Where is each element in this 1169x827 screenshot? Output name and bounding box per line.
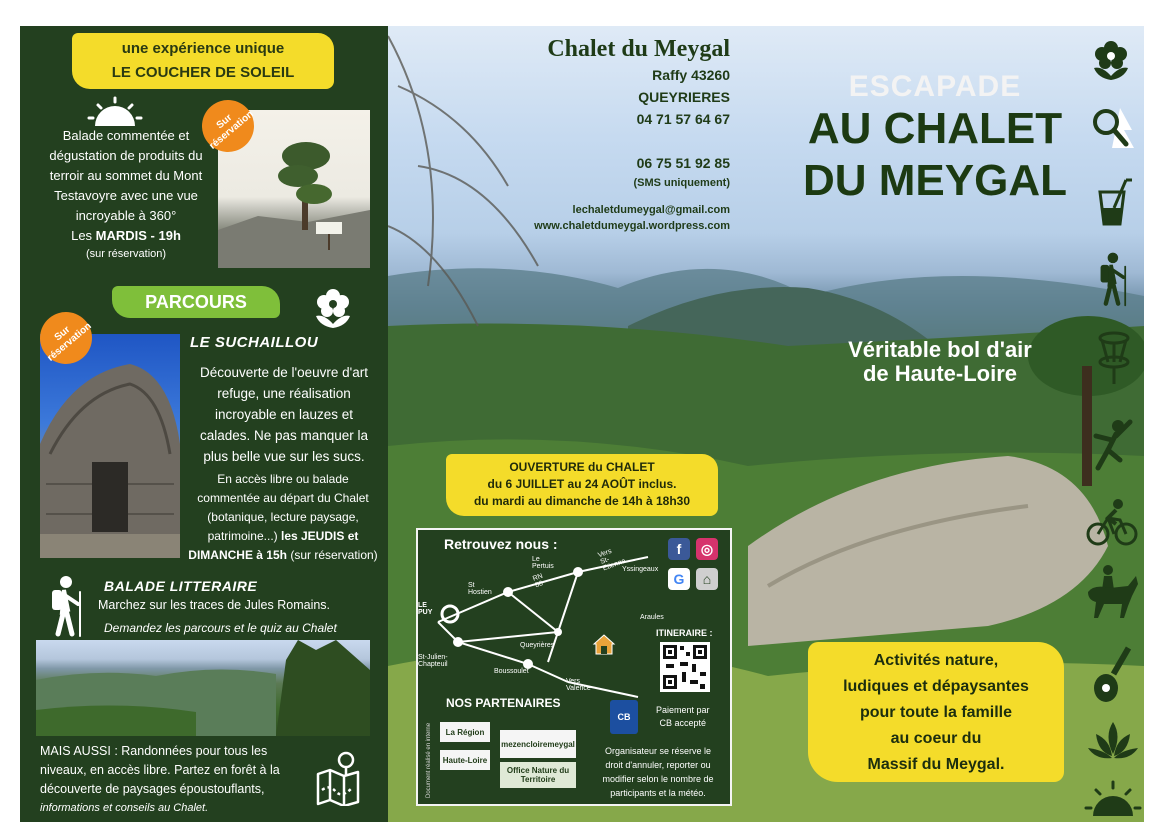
sunset-time: Les MARDIS - 19h [71, 228, 181, 243]
sunset-desc-line: dégustation de produits du [49, 148, 203, 163]
payment-line: CB accepté [659, 718, 707, 728]
opening-line1: OUVERTURE du CHALET [509, 460, 655, 474]
sunset-description [30, 126, 222, 262]
aussi-line: informations et conseils au Chalet. [40, 802, 209, 814]
place-label: RN 88 [531, 572, 545, 590]
main-title [790, 70, 1080, 208]
suchaillou-access [180, 470, 386, 565]
disclaimer [588, 744, 728, 800]
partner-hauteloire-logo: Haute-Loire [440, 750, 490, 770]
place-label: Le Pertuis [532, 556, 554, 570]
suchaillou-description [184, 362, 384, 467]
sunset-time-note: (sur réservation) [85, 248, 167, 260]
side-note: Document réalisé en interne [426, 722, 432, 798]
sunset-reservation-badge: Sur réservation [191, 89, 264, 162]
balade-line2: Demandez les parcours et le quiz au Chalet [104, 621, 337, 635]
guitar-icon [1090, 644, 1134, 704]
contact-website[interactable]: www.chaletdumeygal.wordpress.com [534, 220, 730, 232]
suchaillou-title: LE SUCHAILLOU [190, 334, 319, 351]
tagline [800, 338, 1080, 386]
disclaimer-line: Organisateur se réserve le [604, 746, 712, 756]
contact-phone1[interactable]: 04 71 57 64 67 [636, 111, 730, 127]
balade-title: BALADE LITTERAIRE [104, 578, 258, 594]
sunset-desc-line: Balade commentée et [62, 128, 190, 143]
suchaillou-desc-line: Découverte de l'oeuvre d'art [200, 365, 368, 380]
wordpress-icon[interactable]: ⌂ [696, 568, 718, 590]
qr-code-icon[interactable] [660, 642, 710, 692]
instagram-icon[interactable]: ◎ [696, 538, 718, 560]
sun-icon [86, 96, 144, 128]
activities-banner [808, 642, 1064, 782]
disclaimer-line: droit d'annuler, reporter ou [605, 760, 711, 770]
chalet-house-icon [592, 632, 616, 656]
tagline-line1: Véritable bol d'air [848, 337, 1032, 362]
sunset-icon [1084, 778, 1142, 818]
place-label: St Hostien [468, 582, 492, 596]
activities-line: ludiques et dépaysantes [843, 678, 1029, 695]
suchaillou-desc-line: calades. Ne pas manquer la [199, 428, 369, 443]
tagline-line2: de Haute-Loire [862, 361, 1018, 386]
balade-line1: Marchez sur les traces de Jules Romains. [98, 598, 331, 612]
disclaimer-line: modifier selon le nombre de [602, 774, 714, 784]
flower-icon [310, 284, 356, 330]
sunset-desc-line: terroir au sommet du Mont [49, 168, 203, 183]
opening-banner [446, 454, 718, 516]
map-icon [316, 750, 360, 806]
landscape-illustration [36, 640, 370, 736]
climber-icon [1090, 416, 1134, 472]
aussi-line: niveaux, en accès libre. Partez en forêt à la [40, 763, 280, 777]
activities-line: pour toute la famille [859, 704, 1012, 721]
parcours-heading: PARCOURS [112, 286, 280, 318]
suchaillou-access-line: commentée au départ du Chalet [197, 491, 369, 505]
lotus-icon [1086, 720, 1140, 764]
place-label: Araules [640, 614, 664, 621]
place-label: Vers Valence [566, 678, 591, 692]
mais-aussi-text [40, 742, 280, 818]
map-heading: Retrouvez nous : [444, 536, 558, 552]
suchaillou-desc-line: refuge, une réalisation [217, 386, 351, 401]
drink-icon [1094, 178, 1134, 228]
activities-line: au coeur du [890, 730, 982, 747]
suchaillou-desc-line: incroyable en lauzes et [214, 407, 354, 422]
opening-line2: du 6 JUILLET au 24 AOÛT inclus. [487, 477, 677, 491]
aussi-line: MAIS AUSSI : Randonnées pour tous les [40, 744, 268, 758]
hiker-icon [1090, 248, 1134, 310]
facebook-icon[interactable]: f [668, 538, 690, 560]
place-label: Yssingeaux [622, 566, 659, 573]
partner-mezenc-logo: mezencloiremeygal [500, 730, 576, 758]
partners-heading: NOS PARTENAIRES [446, 696, 561, 710]
contact-city: QUEYRIERES [638, 89, 730, 105]
sunset-tag [72, 33, 334, 89]
title-line2: AU CHALET [807, 104, 1063, 153]
horse-rider-icon [1084, 562, 1140, 620]
suchaillou-photo [40, 334, 180, 558]
place-label: Queyrières [520, 642, 555, 649]
cyclist-icon [1086, 496, 1138, 546]
opening-line3: du mardi au dimanche de 14h à 18h30 [473, 494, 691, 508]
title-line3: DU MEYGAL [803, 156, 1067, 205]
place-label: St-Julien-Chapteuil [418, 654, 448, 668]
partner-region-logo: La Région [440, 722, 490, 742]
place-label: LE PUY [418, 602, 433, 616]
suchaillou-desc-line: plus belle vue sur les sucs. [203, 449, 365, 464]
aussi-line: découverte de paysages époustouflants, [40, 782, 265, 796]
disclaimer-line: participants et la météo. [610, 788, 706, 798]
contact-street: Raffy 43260 [652, 67, 730, 83]
hiker-icon [40, 574, 90, 638]
google-icon[interactable]: G [668, 568, 690, 590]
contact-email[interactable]: lechaletdumeygal@gmail.com [572, 204, 730, 216]
contact-sms-note: (SMS uniquement) [633, 177, 730, 189]
activities-line: Massif du Meygal. [867, 756, 1005, 773]
sunset-desc-line: Testavoyre avec une vue [54, 188, 198, 203]
disc-golf-icon [1094, 330, 1134, 386]
sunset-tag-line2: LE COUCHER DE SOLEIL [111, 64, 295, 81]
itinerary-label: ITINERAIRE : [656, 628, 713, 638]
magnifier-icon [1090, 104, 1138, 154]
parcours-reservation-badge: Sur réservation [29, 301, 102, 374]
activities-line: Activités nature, [873, 652, 999, 669]
cb-card-icon: CB [610, 700, 638, 734]
landscape-photo [36, 640, 370, 736]
suchaillou-access-line: (botanique, lecture paysage, [207, 510, 359, 524]
sunset-desc-line: incroyable à 360° [75, 208, 177, 223]
suchaillou-access-line: patrimoine...) les JEUDIS et [207, 529, 359, 543]
suchaillou-access-line: DIMANCHE à 15h (sur réservation) [188, 548, 378, 562]
place-label: Boussoulet [494, 668, 529, 675]
contact-phone2[interactable]: 06 75 51 92 85 [636, 155, 730, 171]
payment-line: Paiement par [656, 705, 710, 715]
suchaillou-access-line: En accès libre ou balade [217, 472, 349, 486]
title-escapade: ESCAPADE [848, 70, 1022, 103]
payment-note [656, 704, 710, 730]
place-label: Vers St-Etienne [597, 547, 627, 573]
sunset-tag-line1: une expérience unique [121, 40, 285, 57]
stone-hut-illustration [40, 334, 180, 558]
contact-block [470, 34, 730, 234]
chalet-name: Chalet du Meygal [547, 36, 730, 62]
flower-icon [1088, 36, 1134, 84]
partner-office-logo: Office Nature du Territoire [500, 762, 576, 788]
